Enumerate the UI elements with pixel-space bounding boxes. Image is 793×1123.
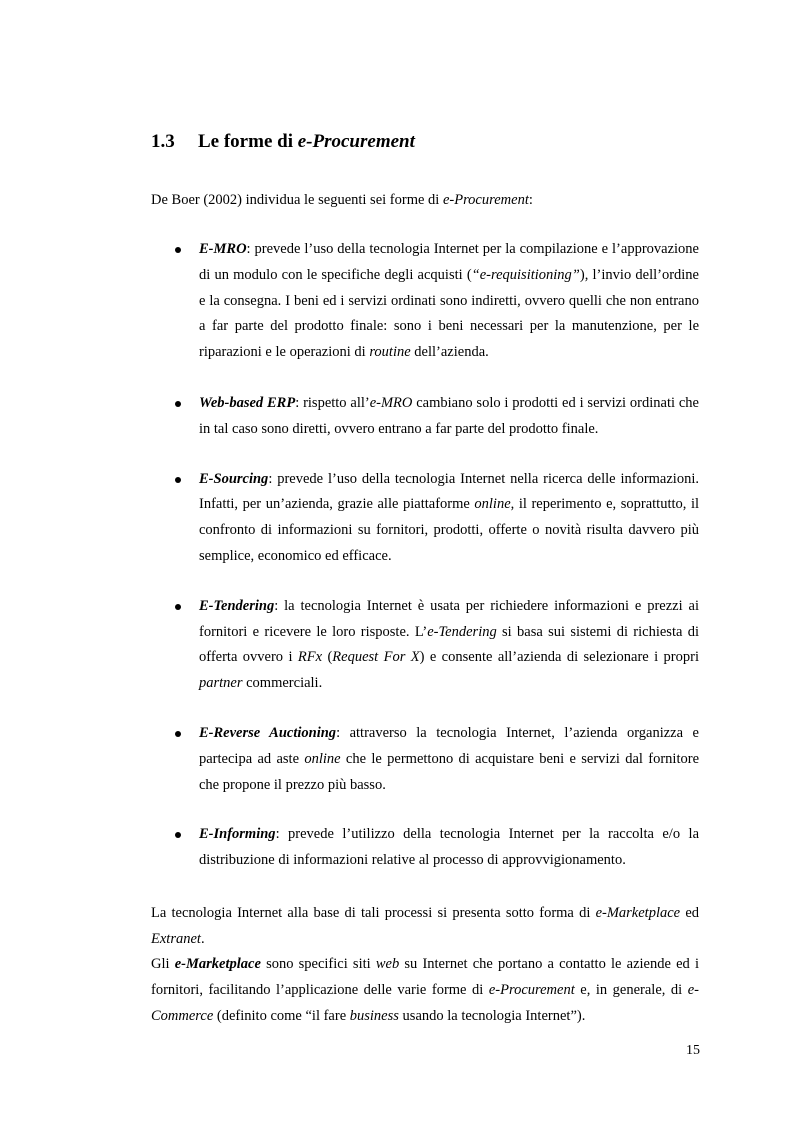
bullet-icon [175,401,181,407]
list-item: Web-based ERP: rispetto all’e-MRO cambiano solo i prodotti ed i servizi ordinati che in tal caso sono diretti, ovvero entrano a far parte del prodotto finale. [151,391,699,443]
list-item: E-Sourcing: prevede l’uso della tecnologia Internet nella ricerca delle informazioni. Infatti, per un’azienda, grazie alle piattaforme online, il reperimento e, soprattutto, il confronto di informazioni su fornitori, prodotti, offerte o novità risulta davvero più semplice, economico ed efficace. [151,467,699,570]
marketplace-paragraph: La tecnologia Internet alla base di tali processi si presenta sotto forma di e-Marketplace ed Extranet. [151,905,700,947]
list-item: E-Informing: prevede l’utilizzo della tecnologia Internet per la raccolta e/o la distribuzione di informazioni relative al processo di approvvigionamento. [151,822,699,874]
page-number: 15 [686,1043,700,1058]
list-item: E-MRO: prevede l’uso della tecnologia Internet per la compilazione e l’approvazione di un modulo con le specifiche degli acquisti (“e-requisitioning”), l’invio dell’ordine e la consegna. I beni ed i servizi ordinati sono indiretti, ovvero quelli che non entrano a far parte del prodotto finale: sono i beni necessari per la manutenzione, per le riparazioni e le operazioni di routine dell’azienda. [151,237,699,366]
bullet-icon [175,247,181,253]
section-number: 1.3 [151,131,175,152]
intro-paragraph: De Boer (2002) individua le seguenti sei forme di e-Procurement: [151,192,533,208]
list-item: E-Reverse Auctioning: attraverso la tecnologia Internet, l’azienda organizza e partecipa ad aste online che le permettono di acquistare beni e servizi dal fornitore che propone il prezzo più basso. [151,721,699,798]
bullet-icon [175,604,181,610]
list-item: E-Tendering: la tecnologia Internet è usata per richiedere informazioni e prezzi ai fornitori e ricevere le loro risposte. L’e-Tendering si basa sui sistemi di richiesta di offerta ovvero i RFx (Request For X) e consente all’azienda di selezionare i propri partner commerciali. [151,594,699,697]
bullet-icon [175,832,181,838]
section-title: Le forme di e-Procurement [198,131,415,152]
emarketplace-definition-paragraph: Gli e-Marketplace sono specifici siti web su Internet che portano a contatto le aziende ed i fornitori, facilitando l’applicazione delle varie forme di e-Procurement e, in generale, di e-Commerce (definito come “il fare business usando la tecnologia Internet”). [151,956,699,1024]
bullet-icon [175,731,181,737]
procurement-forms-list [151,237,699,898]
section-heading [151,131,415,153]
bullet-icon [175,477,181,483]
